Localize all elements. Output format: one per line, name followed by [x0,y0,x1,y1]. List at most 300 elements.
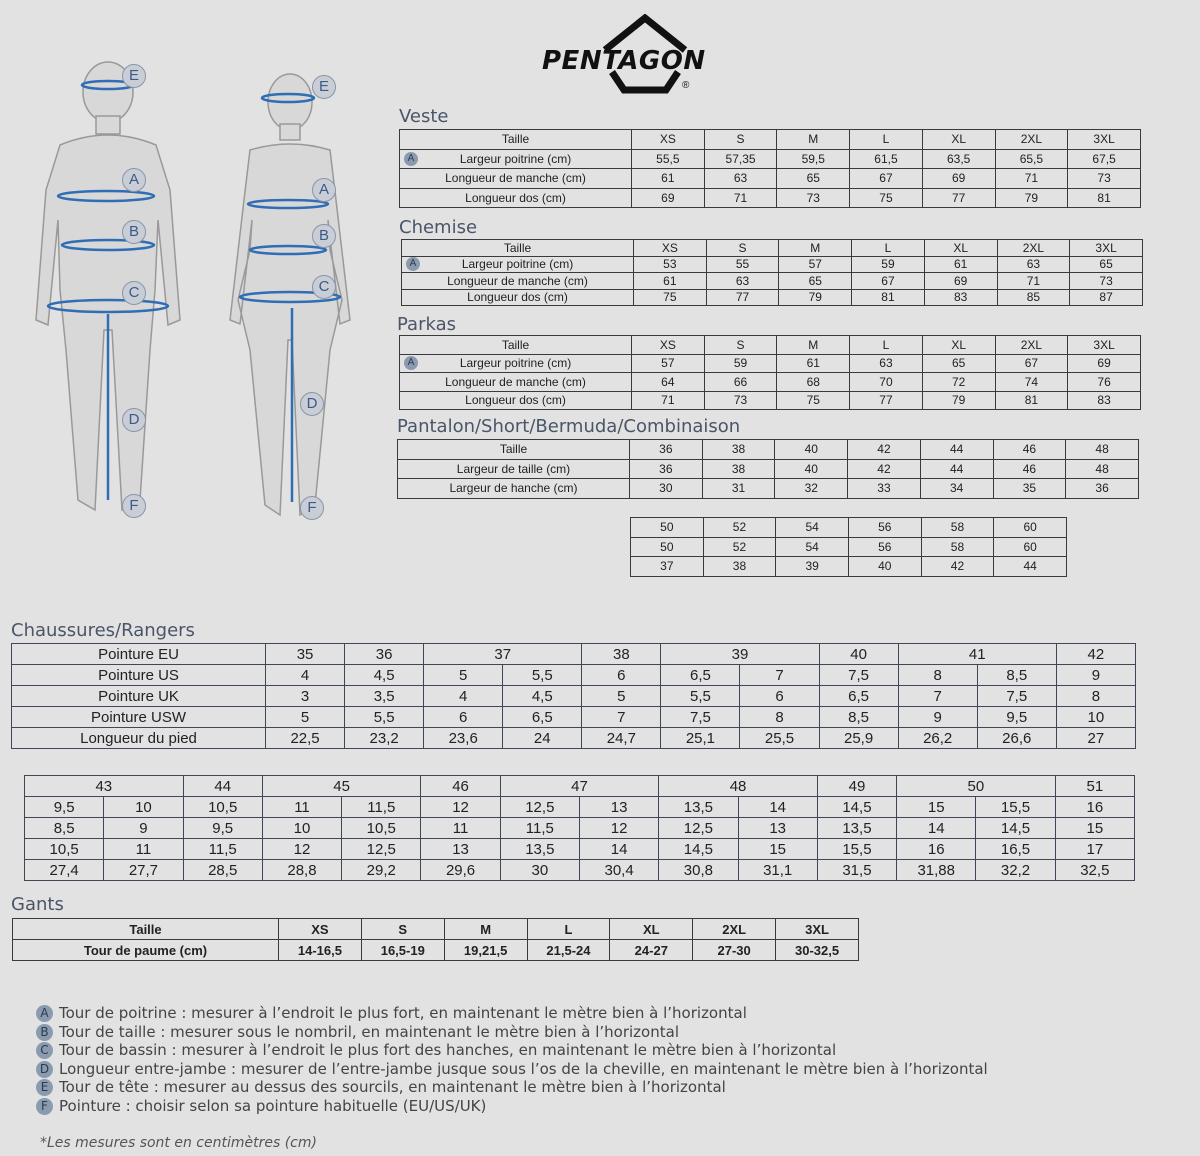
pantalon-table-1 [397,439,1139,499]
veste-cell: 69 [922,169,995,189]
shoes-eu-row [12,644,1136,665]
legend-badge-f-icon: F [36,1098,53,1115]
parkas-row-label [400,373,632,392]
shoes-cell: 7,5 [819,665,898,686]
shoes2-cell: 15 [738,839,817,860]
parkas-row-label [400,391,632,410]
pantalon-cell: 42 [848,459,921,479]
shoes2-cell: 32,2 [976,860,1055,881]
pantalon-extra-cell: 56 [848,537,921,557]
shoes2-cell: 16 [897,839,976,860]
pantalon-row [398,459,1139,479]
parkas-cell: 66 [704,373,777,392]
chemise-cell: 71 [997,273,1070,290]
chemise-size-l: L [852,240,925,257]
brand-name: PENTAGON [542,46,706,76]
pantalon-extra-cell: 52 [703,518,776,538]
veste-row-label-text: Largeur poitrine (cm) [459,151,572,166]
chemise-cell: 87 [1070,289,1143,306]
shoes2-cell: 16,5 [976,839,1055,860]
veste-cell: 75 [850,188,923,208]
figure-letter-c-male: C [122,281,146,305]
shoes-row [12,707,1136,728]
chemise-size-xl: XL [924,240,997,257]
veste-row-label-text: Longueur de manche (cm) [445,171,586,186]
veste-cell: 65 [777,169,850,189]
shoes-cell: 5 [582,686,661,707]
shoes-cell: 8,5 [977,665,1056,686]
chemise-row-label [402,256,634,273]
veste-table [399,129,1141,208]
shoes2-cell: 13 [421,839,500,860]
veste-cell: 65,5 [995,149,1068,169]
shoes2-cell: 13 [579,797,658,818]
pantalon-row [398,440,1139,460]
shoes-eu-cell: 36 [345,644,424,665]
parkas-cell: 73 [704,391,777,410]
shoes-cell: 25,1 [661,728,740,749]
parkas-header-label: Taille [400,336,632,355]
badge-a-icon: A [406,257,420,271]
shoes2-cell: 13 [738,818,817,839]
legend-text: Tour de taille : mesurer sous le nombril, en maintenant le mètre bien à l’horizontal [59,1022,679,1041]
chemise-row [402,289,1143,306]
pantalon-extra-cell: 60 [994,537,1067,557]
legend-badge-a-icon: A [36,1005,53,1022]
gants-header-row [13,919,859,940]
pantalon-title: Pantalon/Short/Bermuda/Combinaison [397,416,741,437]
shoes2-eu-row [25,776,1135,797]
parkas-row-label [400,354,632,373]
shoes-cell: 7 [898,686,977,707]
legend-badge-d-icon: D [36,1061,53,1078]
shoes-cell: 4 [424,686,503,707]
shoes2-cell: 12 [579,818,658,839]
shoes-cell: 6 [424,707,503,728]
shoes-eu-cell: 40 [819,644,898,665]
shoes2-cell: 14 [897,818,976,839]
shoes-cell: 7 [582,707,661,728]
shoes2-cell: 31,5 [817,860,896,881]
legend-text: Longueur entre-jambe : mesurer de l’entre-jambe jusque sous l’os de la cheville, en maintenant le mètre bien à l’horizontal [59,1059,988,1078]
pantalon-cell: 35 [993,479,1066,499]
shoes2-eu-cell: 48 [659,776,818,797]
shoes-row [12,728,1136,749]
pantalon-row [398,479,1139,499]
chemise-row-label-text: Longueur dos (cm) [467,290,568,305]
shoes-cell: 8 [898,665,977,686]
shoes-cell: 6 [740,686,819,707]
chemise-row [402,256,1143,273]
veste-size-l: L [850,130,923,150]
shoes2-cell: 11,5 [342,797,421,818]
parkas-cell: 79 [922,391,995,410]
pantalon-cell: 44 [920,440,993,460]
legend-item [36,1023,988,1042]
veste-row-label [400,169,632,189]
gants-cell: 14-16,5 [279,940,362,961]
chemise-cell: 79 [779,289,852,306]
shoes2-cell: 31,88 [897,860,976,881]
chemise-cell: 67 [852,273,925,290]
pantalon-cell: 46 [993,459,1066,479]
legend-badge-c-icon: C [36,1042,53,1059]
shoes-cell: 4,5 [345,665,424,686]
pantalon-cell: 30 [630,479,703,499]
veste-size-2xl: 2XL [995,130,1068,150]
parkas-size-s: S [704,336,777,355]
shoes2-cell: 12 [421,797,500,818]
parkas-cell: 65 [922,354,995,373]
chemise-header-row [402,240,1143,257]
gants-cell: 16,5-19 [361,940,444,961]
chemise-cell: 85 [997,289,1070,306]
shoes-cell: 25,9 [819,728,898,749]
pantalon-cell: 36 [630,440,703,460]
chemise-cell: 61 [634,273,707,290]
parkas-header-row [400,336,1141,355]
shoes-cell: 24 [503,728,582,749]
parkas-table [399,335,1141,410]
shoes2-cell: 29,2 [342,860,421,881]
pantalon-cell: 38 [702,459,775,479]
veste-header-row [400,130,1141,150]
shoes2-row [25,818,1135,839]
gants-header-cell: 2XL [693,919,776,940]
pantalon-extra-cell: 58 [921,518,994,538]
parkas-size-2xl: 2XL [995,336,1068,355]
parkas-row-label-text: Largeur poitrine (cm) [459,356,572,371]
gants-table [12,918,859,961]
pantalon-cell: 46 [993,440,1066,460]
parkas-row [400,391,1141,410]
shoes-table-2 [24,775,1135,881]
chemise-cell: 65 [779,273,852,290]
parkas-cell: 77 [850,391,923,410]
shoes-cell: 3 [266,686,345,707]
veste-cell: 59,5 [777,149,850,169]
shoes-eu-cell: 37 [424,644,582,665]
gants-header-cell: XL [610,919,693,940]
pantalon-table-2 [630,517,1067,577]
pentagon-logo [540,14,750,98]
shoes-cell: 6,5 [661,665,740,686]
shoes-row-label: Pointure US [12,665,266,686]
chemise-size-s: S [706,240,779,257]
pantalon-cell: Largeur de taille (cm) [398,459,630,479]
chemise-row-label-text: Largeur poitrine (cm) [461,257,574,272]
pantalon-extra-cell: 50 [631,518,704,538]
parkas-row-label-text: Longueur de manche (cm) [445,374,586,389]
pantalon-extra-cell: 52 [703,537,776,557]
shoes-eu-cell: 39 [661,644,819,665]
pantalon-cell: 42 [848,440,921,460]
chemise-size-3xl: 3XL [1070,240,1143,257]
shoes-row-label: Pointure UK [12,686,266,707]
shoes2-cell: 14 [579,839,658,860]
parkas-cell: 70 [850,373,923,392]
pantalon-extra-cell: 54 [776,518,849,538]
gants-header-cell: M [444,919,527,940]
chemise-title: Chemise [399,217,478,238]
shoes-cell: 27 [1056,728,1135,749]
veste-cell: 81 [1068,188,1141,208]
chemise-cell: 73 [1070,273,1143,290]
shoes2-cell: 28,8 [262,860,341,881]
shoes2-cell: 15 [1055,818,1134,839]
shoes-cell: 5,5 [503,665,582,686]
shoes2-cell: 15,5 [817,839,896,860]
parkas-title: Parkas [397,314,456,335]
shoes-cell: 9 [898,707,977,728]
veste-cell: 77 [922,188,995,208]
pantalon-cell: 32 [775,479,848,499]
shoes2-cell: 30,4 [579,860,658,881]
legend-badge-e-icon: E [36,1079,53,1096]
shoes-row [12,665,1136,686]
pantalon-cell: Taille [398,440,630,460]
shoes2-cell: 10 [262,818,341,839]
shoes2-cell: 11 [262,797,341,818]
chemise-cell: 61 [924,256,997,273]
shoes2-cell: 14,5 [976,818,1055,839]
veste-row-label-text: Longueur dos (cm) [465,190,566,205]
shoes-cell: 26,2 [898,728,977,749]
shoes-eu-cell: 38 [582,644,661,665]
chemise-cell: 81 [852,289,925,306]
shoes-cell: 23,2 [345,728,424,749]
parkas-cell: 75 [777,391,850,410]
shoes2-cell: 11,5 [183,839,262,860]
pantalon-extra-cell: 44 [994,557,1067,577]
veste-size-m: M [777,130,850,150]
veste-cell: 67,5 [1068,149,1141,169]
gants-cell: Tour de paume (cm) [13,940,279,961]
shoes2-cell: 10 [104,797,183,818]
pantalon-cell: 48 [1066,440,1139,460]
figure-letter-a-female: A [312,178,336,202]
parkas-cell: 83 [1068,391,1141,410]
shoes2-cell: 13,5 [500,839,579,860]
parkas-cell: 63 [850,354,923,373]
veste-cell: 61,5 [850,149,923,169]
parkas-size-m: M [777,336,850,355]
pantalon-cell: 34 [920,479,993,499]
shoes-cell: 5 [266,707,345,728]
parkas-cell: 59 [704,354,777,373]
chemise-table [401,239,1143,306]
shoes2-cell: 27,4 [25,860,104,881]
shoes-cell: 4 [266,665,345,686]
shoes2-cell: 14,5 [817,797,896,818]
veste-row [400,169,1141,189]
shoes2-row [25,839,1135,860]
chemise-cell: 65 [1070,256,1143,273]
shoes2-cell: 12,5 [500,797,579,818]
legend-item [36,1097,988,1116]
pantalon-extra-cell: 58 [921,537,994,557]
shoes2-cell: 14 [738,797,817,818]
veste-row [400,149,1141,169]
figure-letter-f-female: F [300,496,324,520]
shoes2-cell: 16 [1055,797,1134,818]
parkas-cell: 74 [995,373,1068,392]
gants-header-cell: XS [279,919,362,940]
legend-item [36,1004,988,1023]
chemise-cell: 75 [634,289,707,306]
veste-size-xl: XL [922,130,995,150]
shoes2-eu-cell: 50 [897,776,1056,797]
veste-row-label [400,188,632,208]
figure-letter-e-male: E [122,64,146,88]
shoes2-cell: 9,5 [183,818,262,839]
gants-title: Gants [11,894,64,915]
shoes-eu-label: Pointure EU [12,644,266,665]
shoes-cell: 22,5 [266,728,345,749]
shoes2-cell: 11 [421,818,500,839]
gants-cell: 27-30 [693,940,776,961]
shoes2-cell: 9,5 [25,797,104,818]
chemise-cell: 53 [634,256,707,273]
shoes2-cell: 10,5 [342,818,421,839]
shoes2-eu-cell: 45 [262,776,421,797]
parkas-row [400,354,1141,373]
chemise-cell: 63 [997,256,1070,273]
gants-header-cell: L [527,919,610,940]
legend-text: Tour de poitrine : mesurer à l’endroit le plus fort, en maintenant le mètre bien à l’horizontal [59,1004,747,1022]
shoes-cell: 7 [740,665,819,686]
parkas-size-xs: XS [632,336,705,355]
shoes2-eu-cell: 43 [25,776,184,797]
figure-letter-d-male: D [122,408,146,432]
shoes2-eu-cell: 47 [500,776,659,797]
chemise-cell: 69 [924,273,997,290]
pantalon-cell: 38 [702,440,775,460]
veste-header-label: Taille [400,130,632,150]
veste-cell: 67 [850,169,923,189]
parkas-size-xl: XL [922,336,995,355]
shoes-cell: 3,5 [345,686,424,707]
pantalon-extra-cell: 50 [631,537,704,557]
parkas-cell: 76 [1068,373,1141,392]
shoes2-cell: 10,5 [183,797,262,818]
veste-cell: 61 [632,169,705,189]
legend-item [36,1041,988,1060]
shoes2-row [25,860,1135,881]
figure-letter-b-female: B [312,224,336,248]
figure-letter-b-male: B [122,220,146,244]
chemise-row-label [402,273,634,290]
pantalon-extra-cell: 37 [631,557,704,577]
pantalon-cell: 48 [1066,459,1139,479]
gants-cell: 21,5-24 [527,940,610,961]
legend-badge-b-icon: B [36,1024,53,1041]
shoes-row [12,686,1136,707]
shoes2-eu-cell: 44 [183,776,262,797]
shoes2-cell: 30,8 [659,860,738,881]
figure-letter-a-male: A [122,168,146,192]
shoes2-eu-cell: 51 [1055,776,1134,797]
legend-text: Tour de bassin : mesurer à l’endroit le plus fort des hanches, en maintenant le mètre bien à l’horizontal [59,1041,837,1059]
measurement-legend [36,1004,988,1115]
parkas-cell: 71 [632,391,705,410]
shoes2-cell: 15 [897,797,976,818]
veste-size-s: S [704,130,777,150]
shoes2-cell: 13,5 [659,797,738,818]
chemise-header-label: Taille [402,240,634,257]
chemise-cell: 57 [779,256,852,273]
shoes2-cell: 15,5 [976,797,1055,818]
pantalon-extra-cell: 60 [994,518,1067,538]
parkas-cell: 67 [995,354,1068,373]
pantalon-extra-cell: 42 [921,557,994,577]
shoes-row-label: Pointure USW [12,707,266,728]
shoes-cell: 4,5 [503,686,582,707]
pantalon-extra-cell: 40 [848,557,921,577]
shoes-row-label: Longueur du pied [12,728,266,749]
shoes-eu-cell: 42 [1056,644,1135,665]
registered-mark: ® [682,80,690,91]
veste-cell: 63,5 [922,149,995,169]
shoes-cell: 23,6 [424,728,503,749]
pantalon-cell: 31 [702,479,775,499]
shoes-cell: 10 [1056,707,1135,728]
shoes-cell: 5 [424,665,503,686]
parkas-cell: 57 [632,354,705,373]
chemise-cell: 77 [706,289,779,306]
parkas-size-l: L [850,336,923,355]
gants-header-cell: 3XL [776,919,859,940]
shoes2-eu-cell: 49 [817,776,896,797]
pantalon-extra-cell: 56 [848,518,921,538]
pantalon-cell: Largeur de hanche (cm) [398,479,630,499]
shoes2-cell: 8,5 [25,818,104,839]
legend-item [36,1060,988,1079]
gants-row [13,940,859,961]
shoes2-cell: 12 [262,839,341,860]
chemise-size-2xl: 2XL [997,240,1070,257]
pantalon-cell: 40 [775,440,848,460]
shoes2-cell: 31,1 [738,860,817,881]
pantalon-cell: 33 [848,479,921,499]
pantalon-extra-cell: 38 [703,557,776,577]
gants-cell: 19,21,5 [444,940,527,961]
chaussures-title: Chaussures/Rangers [11,620,195,641]
shoes-cell: 8 [740,707,819,728]
badge-a-icon: A [404,356,418,370]
footnote: *Les mesures sont en centimètres (cm) [40,1135,317,1151]
shoes2-cell: 28,5 [183,860,262,881]
shoes2-cell: 27,7 [104,860,183,881]
parkas-cell: 61 [777,354,850,373]
parkas-cell: 69 [1068,354,1141,373]
veste-size-xs: XS [632,130,705,150]
shoes2-cell: 14,5 [659,839,738,860]
shoes2-cell: 12,5 [342,839,421,860]
shoes-cell: 6,5 [503,707,582,728]
parkas-row [400,373,1141,392]
veste-cell: 73 [1068,169,1141,189]
legend-text: Tour de tête : mesurer au dessus des sourcils, en maintenant le mètre bien à l’horizontal [59,1078,726,1096]
figure-letter-c-female: C [312,275,336,299]
pantalon-cell: 44 [920,459,993,479]
shoes2-cell: 13,5 [817,818,896,839]
chemise-cell: 55 [706,256,779,273]
chemise-size-m: M [779,240,852,257]
parkas-cell: 72 [922,373,995,392]
shoes-cell: 24,7 [582,728,661,749]
veste-cell: 71 [704,188,777,208]
